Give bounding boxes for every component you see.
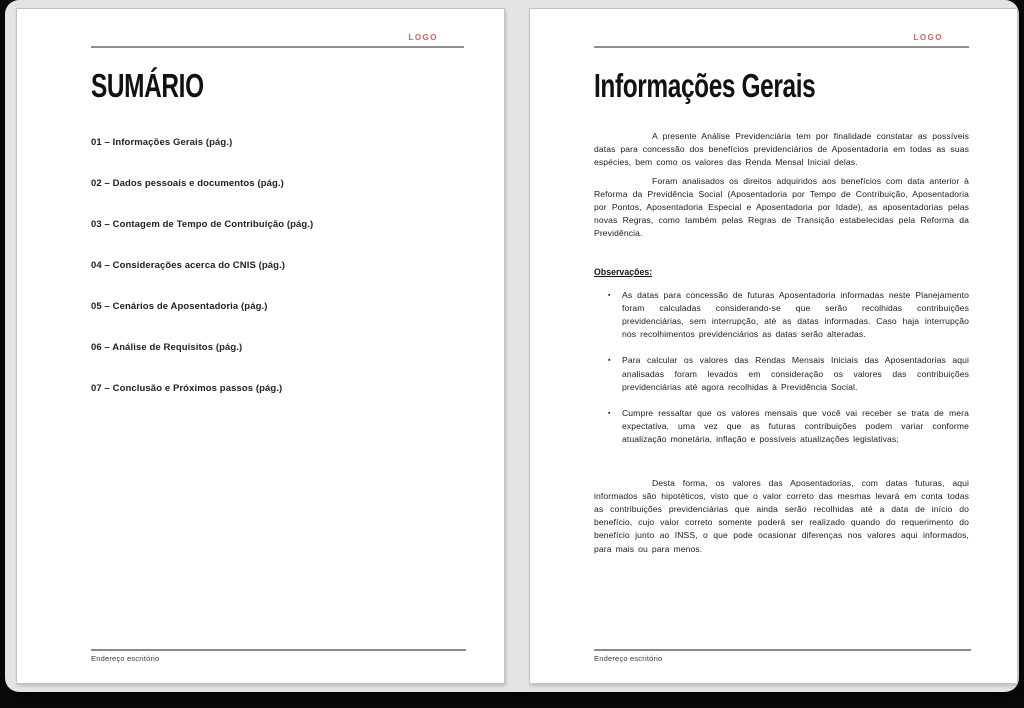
page-footer	[594, 649, 971, 663]
header-rule	[91, 46, 464, 48]
header-rule	[594, 46, 969, 48]
toc-item-4: 04 – Considerações acerca do CNIS (pág.)	[91, 260, 286, 271]
document-card	[5, 0, 1019, 692]
footer-address: Endereço escritório	[91, 654, 160, 663]
toc-item-5: 05 – Cenários de Aposentadoria (pág.)	[91, 301, 268, 312]
bullet-icon: ▪	[608, 357, 611, 365]
page-summary	[16, 8, 505, 684]
toc-item-2: 02 – Dados pessoais e documentos (pág.)	[91, 178, 284, 189]
page-general-info	[529, 8, 1018, 684]
paragraph-closing: Desta forma, os valores das Aposentadorias, com datas futuras, aqui informados são hipotéticos, visto que o valor correto das mesmas levará em conta todas as contribuições previdenciárias que ainda serão recolhidas até a data de início do benefício, cujo valor correto somente poderá ser realizado quando do requerimento do benefício junto ao INSS, o que pode ocasionar diferenças nos valores aqui informados, para mais ou para menos.	[594, 477, 969, 554]
page-title-general-info: Informações Gerais	[594, 67, 816, 104]
page-title-summary: SUMÁRIO	[91, 67, 204, 104]
logo-placeholder: LOGO	[913, 33, 943, 42]
paragraph-intro: A presente Análise Previdenciária tem por finalidade constatar as possíveis datas para concessão dos benefícios previdenciários de Aposentadoria em todas as suas espécies, bem como os valores das Renda Mensal Inicial delas.	[594, 131, 969, 168]
footer-rule	[91, 649, 466, 651]
toc-item-6: 06 – Análise de Requisitos (pág.)	[91, 342, 243, 353]
body-text	[594, 130, 969, 556]
paragraph-rights-analyzed: Foram analisados os direitos adquiridos aos benefícios com data anterior à Reforma da Previdência Social (Aposentadoria por Tempo de Contribuição, Aposentadoria por Pontos, Aposentadoria Especial e Aposentadoria por Idade), as aposentadorias pelas novas Regras, como também pelas Regras de Transição estabelecidas pela Reforma da Previdência.	[594, 175, 969, 239]
logo-placeholder: LOGO	[408, 33, 438, 42]
toc-item-3: 03 – Contagem de Tempo de Contribuição (pág.)	[91, 219, 314, 230]
bullet-icon: ▪	[608, 410, 611, 418]
table-of-contents	[91, 138, 464, 394]
observation-bullet-3	[608, 407, 969, 447]
page-general-info-content	[530, 9, 1017, 683]
page-footer	[91, 649, 466, 663]
page-header	[91, 33, 464, 48]
footer-rule	[594, 649, 971, 651]
page-header	[594, 33, 969, 48]
observation-bullet-3-text: Cumpre ressaltar que os valores mensais que você vai receber se trata de mera expectativa, uma vez que as futuras contribuições podem variar conforme atualização monetária, inflação e possíveis atualizações legislativas;	[622, 408, 969, 445]
observation-bullet-2	[608, 354, 969, 394]
observation-bullet-2-text: Para calcular os valores das Rendas Mensais Iniciais das Aposentadorias aqui analisadas foram levados em consideração os valores das contribuições previdenciárias até agora recolhidas à Previdência Social.	[622, 355, 969, 392]
toc-item-1: 01 – Informações Gerais (pág.)	[91, 137, 233, 148]
bullet-icon: ▪	[608, 291, 611, 299]
toc-item-7: 07 – Conclusão e Próximos passos (pág.)	[91, 383, 283, 394]
footer-address: Endereço escritório	[594, 654, 663, 663]
observations-heading: Observações:	[594, 266, 653, 277]
observation-bullet-1-text: As datas para concessão de futuras Aposentadoria informadas neste Planejamento foram calculadas considerando-se que serão recolhidas contribuições previdenciárias, sem interrupção, até as datas informadas. Caso haja interrupção nos recolhimentos previdenciários as datas serão alteradas.	[622, 289, 969, 340]
observation-bullet-1	[608, 289, 969, 342]
page-summary-content	[17, 9, 504, 683]
